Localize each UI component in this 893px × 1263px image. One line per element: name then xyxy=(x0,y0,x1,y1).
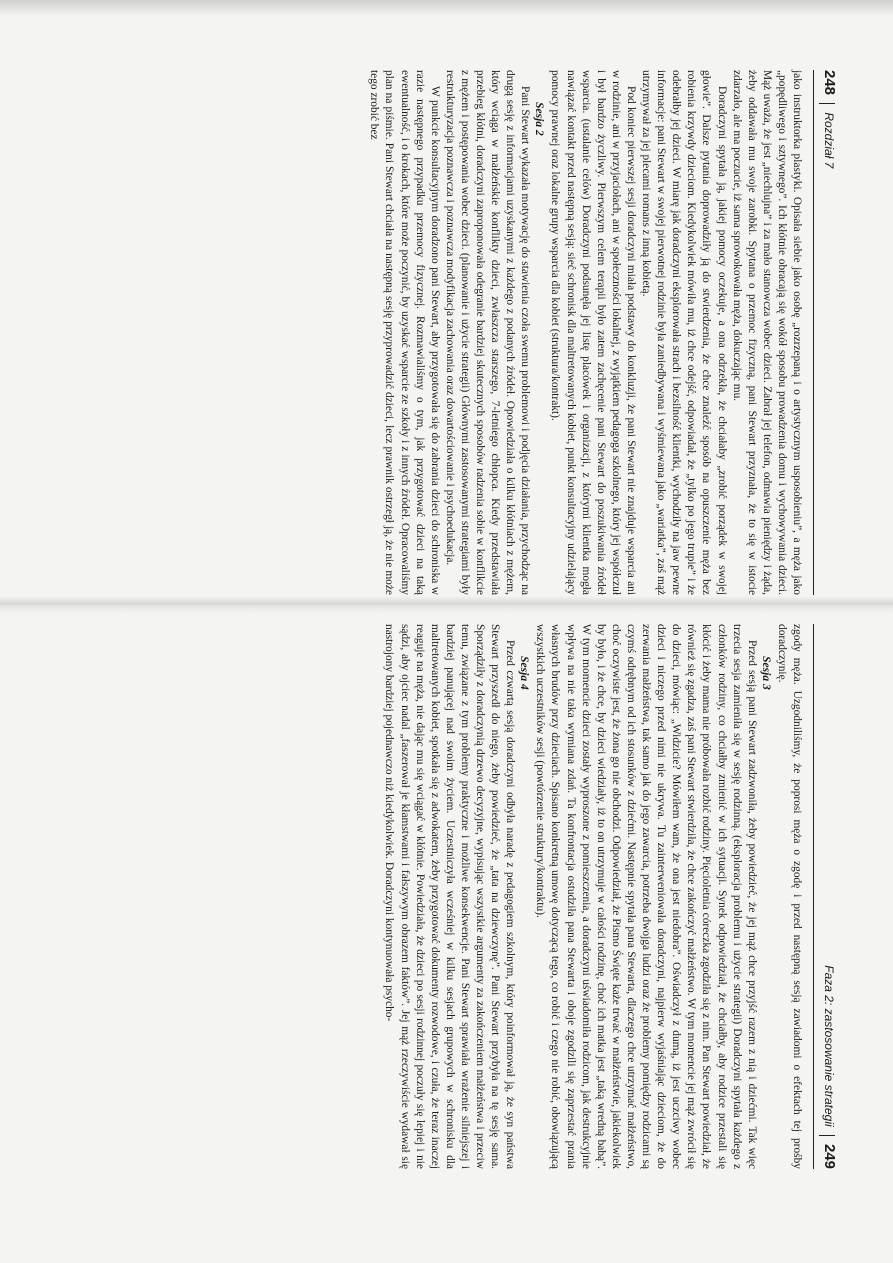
running-title: Faza 2: zastosowanie strategii xyxy=(822,965,836,1127)
session-heading: Sesja 3 xyxy=(759,656,773,690)
page-number: 248 xyxy=(821,70,838,96)
scan-top-edge xyxy=(0,0,893,16)
page-number: 249 xyxy=(821,1143,838,1169)
paragraph: Pani Stewart wykazała motywację do stawienia czoła swemu problemowi i podjęcia działania, przychodząc na drugą sesję z informacjami uzyskanymi z każdego z podanych źródeł. Opowiedziała o kilku kłótniach z mężem, który wciąga w małżeńskie konflikty dzieci, zwłaszcza starszego, 7-letniego chłopca. Kiedy przedstawiała przebieg kłótni, doradczyni zaproponowała odegranie bardziej skutecznych sposobów radzenia sobie w konflikcie z mężem i postępowania wobec dzieci. (planowanie i użycie strategii) Głównymi zastosowanymi strategiami były restrukturyzacja poznawcza i poznawcza modyfikacja zachowania oraz dowartościowanie i psychoedukacja. xyxy=(443,70,532,595)
page-body xyxy=(366,70,813,595)
page-body xyxy=(381,624,813,1169)
paragraph: jako instruktorka plastyki. Opisała siebie jako osobę „rozrzepaną i o artystycznym usposobieniu”, a męża jako „popędliwego i sztywnego”. Ich kłótnie obracają się wokół sposobu prowadzenia domu i wychowywania dzieci. Mąż uważa, że jest „niechlujna” i za mało stanowcza wobec dzieci. Zabrał jej telefon, odmawia pieniędzy i żąda, żeby oddawała mu swoje zarobki. Spytana o przemoc fizyczną, pani Stewart przyznała, że to się w istocie zdarzało, ale ma poczucie, iż sama sprowokowała męża, dokuczając mu. xyxy=(730,70,803,595)
paragraph: zgody męża. Uzgodniliśmy, że poprosi męża o zgodę i przed następną sesją zawiadomi o efektach tej prośby doradczynię. xyxy=(775,624,803,1169)
session-heading: Sesja 2 xyxy=(533,102,547,136)
paragraph: W punkcie konsultacyjnym doradzono pani Stewart, aby przygotowała się do zabrania dzieci do schroniska w razie następnego przypadku przemocy fizycznej. Rozmawialiśmy o tym, jak przygotować dzieci na taką ewentualność, i o krokach, które może poczynić, by uzyskać wsparcie ze szkoły i z innych źródeł. Opracowaliśmy plan na piśmie. Pani Stewart chciała na następną sesję przyprowadzić dzieci, lecz prawnik ostrzegł ją, że nie może tego zrobić bez xyxy=(368,70,441,595)
paragraph: Pod koniec pierwszej sesji doradczyni miała podstawy do konkluzji, że pani Stewart nie znajduje wsparcia ani w rodzinie, ani w przyjaciołach, ani w społeczności lokalnej, z wyjątkiem pedagoga szkolnego, który jej współczuł i był bardzo życzliwy. Pierwszym celem terapii było zatem zachęcenie pani Stewart do poszukiwania źródeł wsparcia. (ustalanie celów) Doradczyni podsunęła jej listę placówek i organizacji, z którymi klientka mogła nawiązać kontakt przed następną sesją: sieć schronisk dla maltretowanych kobiet, punkt konsultacyjny udzielający pomocy prawnej oraz lokalne grupy wsparcia dla kobiet (struktura/kontrakt). xyxy=(549,70,637,595)
page-header xyxy=(813,70,838,595)
header-separator xyxy=(819,1135,835,1136)
session-heading: Sesja 4 xyxy=(518,656,532,690)
paragraph: Przed sesją pani Stewart zadzwoniła, żeby powiedzieć, że jej mąż chce przyjść razem z nią i dziećmi. Tak więc trzecia sesja zamieniła się w sesję rodzinną. (eksploracja problemu i użycie strategii) Doradczyni spytała każdego z członków rodziny, co chciałby zmienić w ich sytuacji. Synek odpowiedział, że chciałby, aby rodzice przestali się kłócić i żeby mama nie próbowała rozbić rodziny. Pięcioletnia córeczka zgodziła się z nim. Pan Stewart powiedział, że również się zgadza, zaś pani Stewart stwierdziła, że chce zakończyć małżeństwo. W tym momencie jej mąż zwrócił się do dzieci, mówiąc: „Widzicie? Mówiłem wam, że ona jest niedobra”. Oświadczył z dumą, iż jest uczciwy wobec dzieci i niczego przed nimi nie ukrywa. Tu zainterweniowała doradczyni, najpierw wyjaśniając dzieciom, że do zerwania małżeństwa, tak samo jak do jego zawarcia, potrzeba dwojga ludzi oraz że problemy pomiędzy rodzicami są czymś odrębnym od ich stosunków z dziećmi. Następnie spytała pana Stewarta, dlaczego chce utrzymać małżeństwo, choć oczywiste jest, że żona go nie obchodzi. Odpowiedział, że Pismo Święte każe trwać w małżeństwie, jakiekolwiek by było, i że chce, by dzieci wiedziały, iż to on utrzymuje w całości rodzinę, choć ich matka jest „taką wredną babą”. W tym momencie dzieci zostały wyproszone z pomieszczenia, a doradczyni uświadomiła rodzicom, jak destrukcyjnie wpływa na nie taka wymiana zdań. Ta konfrontacja ostudziła pana Stewarta i oboje zgodzili się zaprzestać prania własnych brudów przy dzieciach. Spisano konkretną umowę dotyczącą tego, co robić i czego nie robić, obowiązującą wszystkich uczestników sesji (powtórzenie struktury/kontraktu). xyxy=(534,624,758,1169)
book-gutter xyxy=(0,596,893,614)
page-header xyxy=(813,624,838,1169)
paragraph: Przed czwartą sesją doradczyni odbyła naradę z pedagogiem szkolnym, który poinformował ją, że syn państwa Stewart przyszedł do niego, żeby powiedzieć, że „tata na dziewczynę”. Pani Stewart przybyła na tę sesję sama. Sporządziły z doradczynią drzewo decyzyjne, wypisując wszystkie argumenty za zakończeniem małżeństwa i przeciw temu, związane z tym problemy praktyczne i możliwe konsekwencje. Pani Stewart sprawiała wrażenie silniejszej i bardziej panującej nad swoim życiem. Uczestniczyła wcześniej w kilku sesjach grupowych w schronisku dla maltretowanych kobiet, spotkała się z adwokatem, żeby przygotować dokumenty rozwodowe, i czuła, że teraz inaczej reaguje na męża, nie dając mu się wciągać w kłótnie. Powiedziała, że dzieci po sesji rodzinnej poczuły się lepiej i nie sądzi, aby ojciec nadal „faszerował je kłamstwami i fałszywym obrazem faktów”. Jej mąż rzeczywiście wydawał się nastrojony bardziej pojednawczo niż kiedykolwiek. Doradczyni kontynuowała psycho- xyxy=(383,624,517,1169)
page-248 xyxy=(48,70,838,595)
page-249 xyxy=(48,624,838,1169)
paragraph: Doradczyni spytała ją, jakiej pomocy oczekuje, a ona odrzekła, że chciałaby „zrobić porządek w swojej głowie”. Dalsze pytania doprowadziły ją do stwierdzenia, że chce znaleźć sposób na opuszczenie męża bez robienia krzywdy dzieciom. Kiedykolwiek mówiła mu, iż chce odejść, odpowiadał, że „tylko po jego trupie” i że odebrałby jej dzieci. W miarę jak doradczyni eksplorowała strach i bezsilność klientki, wychodziły na jaw pewne informacje: pani Stewart w swojej pierwotnej rodzinie była zaniedbywana i wyśmiewana jako „wariatka”, zaś mąż utrzymywał za jej plecami romans z inną kobietą. xyxy=(640,70,728,595)
header-separator xyxy=(819,103,835,104)
running-title: Rozdział 7 xyxy=(822,112,836,169)
